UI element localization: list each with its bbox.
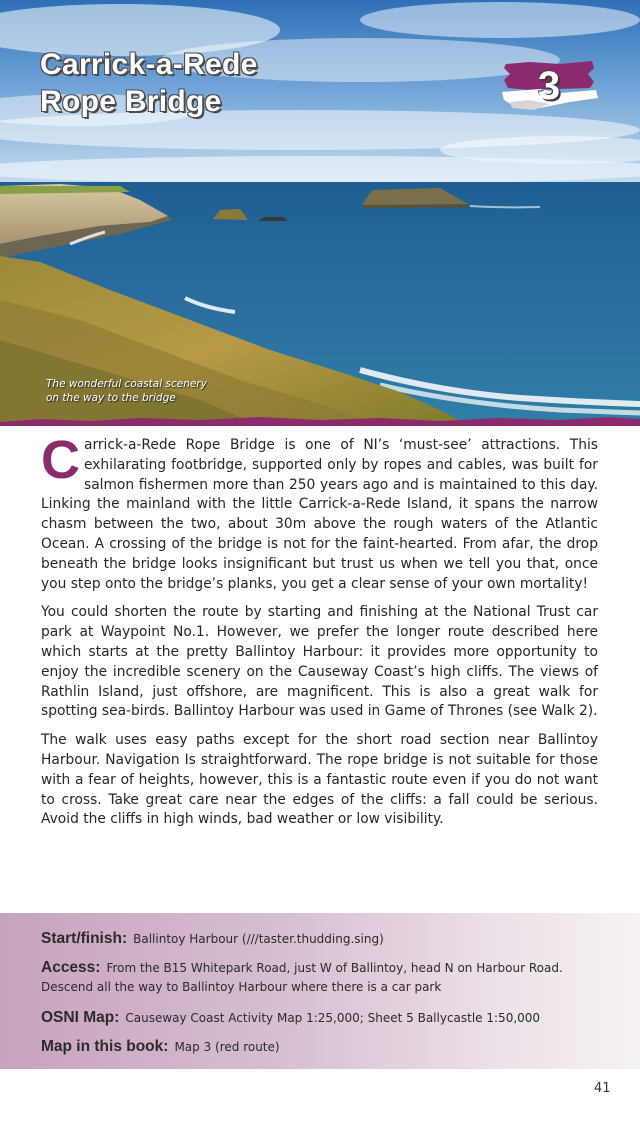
info-access-label: Access: [41, 959, 101, 976]
hero-photo [0, 0, 640, 426]
info-map-in-book [41, 1037, 601, 1057]
paragraph-3: The walk uses easy paths except for the short road section near Ballintoy Harbour. Navigation Is straightforward. The rope bridge is not suitable for those with a fear of heights, however, this is a fantastic route even if you do not want to cross. Take great care near the edges of the cliffs: a fall could be serious. Avoid the cliffs in high winds, bad weather or low visibility. [41, 732, 598, 828]
walk-number: 3 [537, 64, 561, 108]
walk-title [40, 46, 258, 120]
paragraph-1 [41, 430, 598, 594]
photo-caption-line2: on the way to the bridge [46, 392, 176, 404]
walk-description [41, 430, 598, 839]
info-start-finish [41, 929, 601, 949]
info-osni-value: Causeway Coast Activity Map 1:25,000; Sheet 5 Ballycastle 1:50,000 [125, 1011, 541, 1025]
walk-title-line1: Carrick-a-Rede [40, 48, 258, 81]
info-access [41, 958, 601, 997]
info-start-label: Start/finish: [41, 930, 128, 947]
info-map-label: Map in this book: [41, 1038, 169, 1055]
paragraph-1-text: arrick-a-Rede Rope Bridge is one of NI’s ‘must-see’ attractions. This exhilarating footbridge, supported only by ropes and cables, was built for salmon fishermen more than 250 years ago and is maintained to this day. Linking the mainland with the little Carrick-a-Rede Island, it spans the narrow chasm between the two, about 30m above the rough waters of the Atlantic Ocean. A crossing of the bridge is not for the faint-hearted. From afar, the drop beneath the bridge looks insignificant but trust us when we tell you that, once you step onto the bridge’s planks, you get a clear sense of your own mortality! [41, 437, 598, 592]
info-osni-map [41, 1008, 601, 1028]
drop-cap: C [41, 430, 80, 490]
info-map-value: Map 3 (red route) [174, 1040, 280, 1054]
walk-title-line2: Rope Bridge [40, 85, 222, 118]
walk-info-box [0, 913, 640, 1069]
photo-caption-line1: The wonderful coastal scenery [46, 378, 207, 390]
photo-caption [46, 377, 246, 405]
page-number: 41 [594, 1081, 611, 1096]
info-osni-label: OSNI Map: [41, 1009, 120, 1026]
info-access-value: From the B15 Whitepark Road, just W of Ballintoy, head N on Harbour Road. Descend all the way to Ballintoy Harbour where there is a car park [41, 961, 563, 994]
info-start-value: Ballintoy Harbour (///taster.thudding.sing) [133, 932, 384, 946]
paragraph-2: You could shorten the route by starting and finishing at the National Trust car park at Waypoint No.1. However, we prefer the longer route described here which starts at the pretty Ballintoy Harbour: it provides more opportunity to enjoy the incredible scenery on the Causeway Coast’s high cliffs. The views of Rathlin Island, just offshore, are magnificent. This is also a great walk for spotting sea-birds. Ballintoy Harbour was used in Game of Thrones (see Walk 2). [41, 604, 598, 720]
